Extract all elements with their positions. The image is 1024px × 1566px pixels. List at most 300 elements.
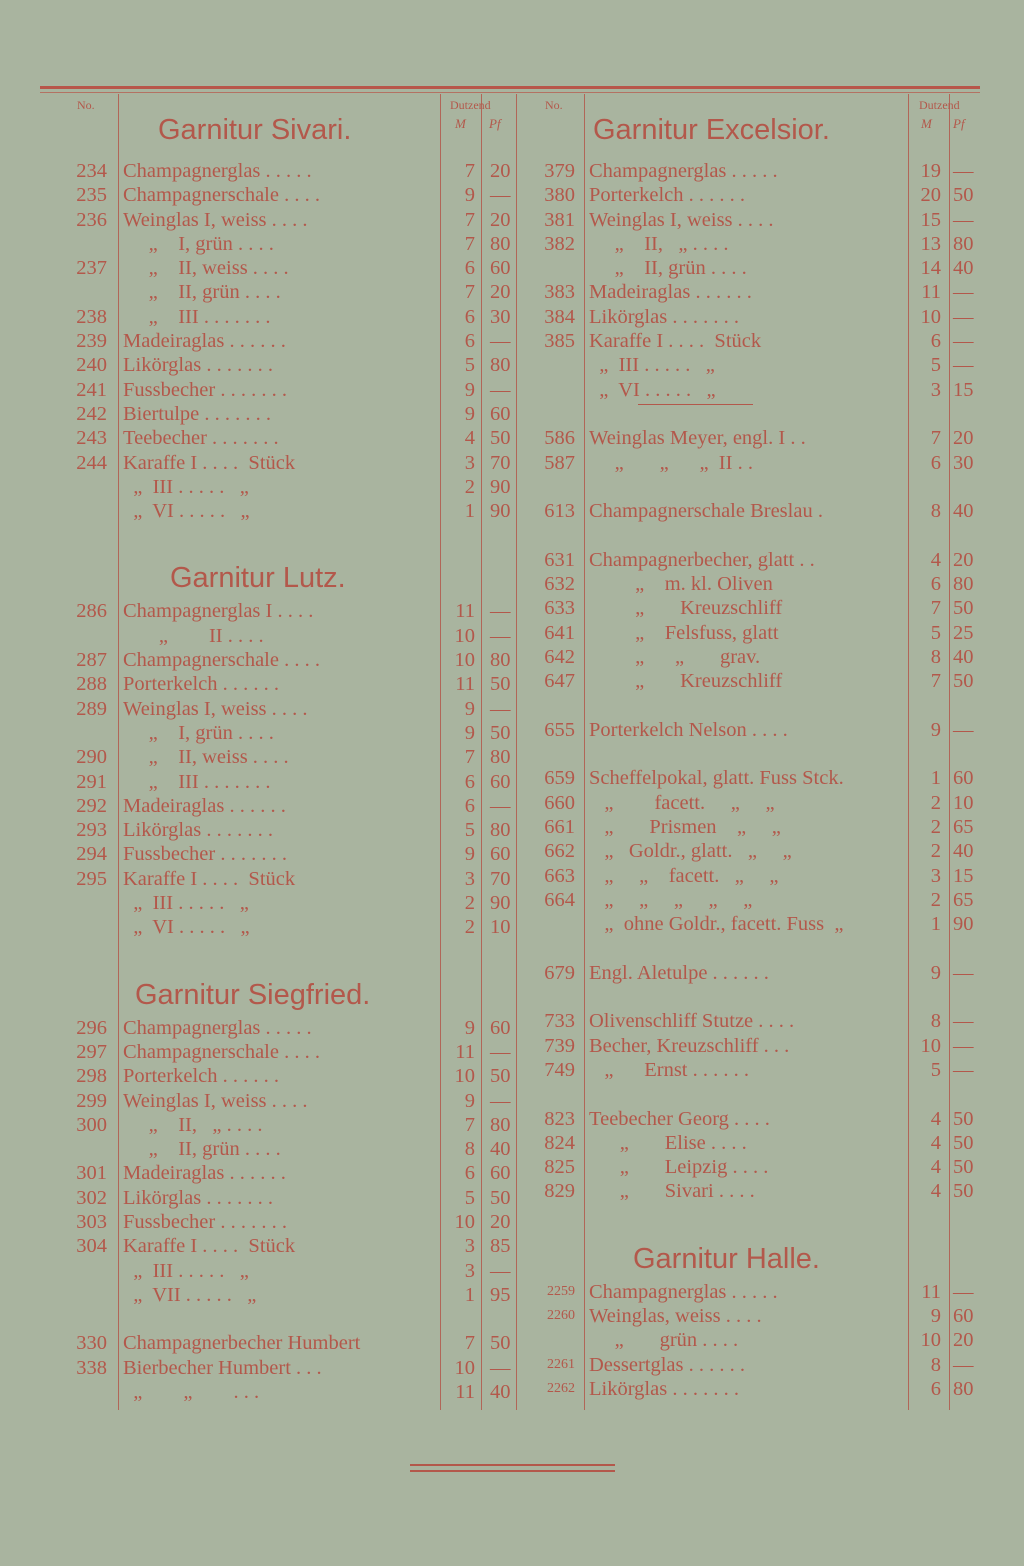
price-mark: 5 <box>930 621 941 644</box>
table-row <box>533 329 993 353</box>
price-pfennig: — <box>953 305 974 328</box>
price-mark: 5 <box>930 354 941 377</box>
table-row <box>533 1280 993 1304</box>
price-pfennig: 70 <box>490 451 511 474</box>
item-number: 384 <box>544 305 575 328</box>
dozen-label: Dutzend <box>450 98 491 112</box>
item-number: 825 <box>544 1156 575 1179</box>
item-number: 379 <box>544 160 575 182</box>
price-pfennig: 80 <box>490 819 511 842</box>
item-number: 303 <box>76 1210 107 1233</box>
item-description: „ Goldr., glatt. „ „ <box>589 840 792 863</box>
item-number: 243 <box>76 427 107 450</box>
item-description: „ III . . . . . „ <box>123 892 249 915</box>
table-row <box>65 499 525 523</box>
price-pfennig: 50 <box>490 673 511 696</box>
item-number: 298 <box>76 1065 107 1088</box>
price-pfennig: 80 <box>953 1377 974 1400</box>
table-row <box>65 402 525 426</box>
price-pfennig: — <box>490 600 511 623</box>
table-row <box>65 1016 525 1040</box>
item-description: „ I, grün . . . . <box>123 721 274 744</box>
item-description: „ II, „ . . . . <box>589 232 729 255</box>
table-row <box>533 499 993 523</box>
price-mark: 9 <box>930 718 941 741</box>
item-description: „ grün . . . . <box>589 1329 739 1352</box>
price-pfennig: — <box>953 961 974 984</box>
price-pfennig: — <box>953 208 974 231</box>
item-number: 824 <box>544 1131 575 1154</box>
table-row <box>65 697 525 721</box>
price-mark: 15 <box>920 208 941 231</box>
item-number: 2260 <box>547 1308 575 1324</box>
price-pfennig: 60 <box>490 402 511 425</box>
price-pfennig: — <box>953 1010 974 1033</box>
table-row <box>65 159 525 183</box>
price-mark: 4 <box>930 1131 941 1154</box>
item-description: Teebecher Georg . . . . <box>589 1107 770 1130</box>
table-row <box>65 842 525 866</box>
item-number: 663 <box>544 864 575 887</box>
item-description: Champagnerschale . . . . <box>123 184 320 207</box>
table-row <box>533 232 993 256</box>
table-row <box>65 818 525 842</box>
item-description: Fussbecher . . . . . . . <box>123 1210 287 1233</box>
price-pfennig: — <box>490 1089 511 1112</box>
table-row <box>65 1210 525 1234</box>
price-pfennig: 80 <box>953 232 974 255</box>
item-description: Karaffe I . . . . Stück <box>589 330 762 353</box>
item-number: 293 <box>76 819 107 842</box>
price-pfennig: 80 <box>490 232 511 255</box>
spacer <box>533 694 993 718</box>
top-rule <box>40 86 980 89</box>
item-number: 631 <box>544 548 575 571</box>
item-number: 288 <box>76 673 107 696</box>
price-mark: 2 <box>464 475 475 498</box>
dozen-label: Dutzend <box>919 98 960 112</box>
item-description: „ „ „ II . . <box>589 451 753 474</box>
price-mark: 10 <box>454 1356 475 1379</box>
item-description: Weinglas I, weiss . . . . <box>589 208 774 231</box>
table-row <box>533 353 993 377</box>
price-pfennig: 20 <box>953 427 974 450</box>
table-row <box>65 648 525 672</box>
price-mark: 3 <box>464 451 475 474</box>
item-number: 2259 <box>547 1283 575 1299</box>
table-row <box>65 624 525 648</box>
item-number: 381 <box>544 208 575 231</box>
item-description: Weinglas, weiss . . . . <box>589 1305 762 1328</box>
item-description: Scheffelpokal, glatt. Fuss Stck. <box>589 767 844 790</box>
table-row <box>533 305 993 329</box>
price-pfennig: 50 <box>953 1107 974 1130</box>
price-pfennig: 30 <box>490 305 511 328</box>
item-description: Weinglas I, weiss . . . . <box>123 697 308 720</box>
table-row <box>65 1161 525 1185</box>
table-row <box>533 864 993 888</box>
item-description: „ ohne Goldr., facett. Fuss „ <box>589 913 844 936</box>
table-row <box>533 183 993 207</box>
section-heading <box>65 523 525 599</box>
item-description: Porterkelch Nelson . . . . <box>589 718 788 741</box>
price-mark: 7 <box>930 427 941 450</box>
item-description: Teebecher . . . . . . . <box>123 427 279 450</box>
item-description: Champagnerschale . . . . <box>123 649 320 672</box>
table-row <box>533 256 993 280</box>
table-row <box>65 305 525 329</box>
left-column <box>65 94 525 1404</box>
table-row <box>533 961 993 985</box>
item-description: Olivenschliff Stutze . . . . <box>589 1010 795 1033</box>
spacer <box>533 1082 993 1106</box>
item-number: 2261 <box>547 1356 575 1372</box>
price-pfennig: 50 <box>953 184 974 207</box>
item-description: „ VI . . . . . „ <box>123 916 250 939</box>
section-title: Garnitur Halle. <box>633 1242 820 1275</box>
item-description: Madeiraglas . . . . . . <box>123 1162 286 1185</box>
table-row <box>533 621 993 645</box>
item-number: 633 <box>544 597 575 620</box>
item-description: Karaffe I . . . . Stück <box>123 1235 296 1258</box>
item-number: 241 <box>76 378 107 401</box>
item-number: 238 <box>76 305 107 328</box>
item-number: 291 <box>76 770 107 793</box>
section-heading <box>65 940 525 1016</box>
right-header <box>533 94 993 159</box>
price-mark: 11 <box>921 281 941 304</box>
price-pfennig: 65 <box>953 888 974 911</box>
price-pfennig: 90 <box>490 475 511 498</box>
table-row <box>533 718 993 742</box>
price-mark: 9 <box>464 1089 475 1112</box>
table-row <box>533 596 993 620</box>
table-row <box>65 426 525 450</box>
price-pfennig: 60 <box>490 1016 511 1039</box>
item-description: „ Kreuzschliff <box>589 597 783 620</box>
item-number: 733 <box>544 1010 575 1033</box>
price-mark: 2 <box>464 892 475 915</box>
price-mark: 11 <box>455 1040 475 1063</box>
price-pfennig: 80 <box>490 1113 511 1136</box>
price-pfennig: 50 <box>490 721 511 744</box>
table-row <box>65 183 525 207</box>
price-pfennig: — <box>490 624 511 647</box>
item-description: Bierbecher Humbert . . . <box>123 1356 322 1379</box>
price-pfennig: 40 <box>953 500 974 523</box>
item-number: 300 <box>76 1113 107 1136</box>
table-row <box>65 599 525 623</box>
price-pfennig: 85 <box>490 1235 511 1258</box>
no-label: No. <box>545 98 563 112</box>
spacer <box>533 937 993 961</box>
price-pfennig: — <box>953 160 974 182</box>
price-pfennig: 60 <box>490 1162 511 1185</box>
price-pfennig: — <box>490 1259 511 1282</box>
item-description: Champagnerschale . . . . <box>123 1040 320 1063</box>
price-mark: 3 <box>464 867 475 890</box>
price-pfennig: 40 <box>953 645 974 668</box>
item-description: Madeiraglas . . . . . . <box>589 281 752 304</box>
table-row <box>533 451 993 475</box>
item-description: „ VII . . . . . „ <box>123 1283 257 1306</box>
item-number: 739 <box>544 1034 575 1057</box>
item-number: 659 <box>544 767 575 790</box>
item-number: 304 <box>76 1235 107 1258</box>
price-mark: 7 <box>464 208 475 231</box>
item-description: „ III . . . . . „ <box>123 475 249 498</box>
item-number: 641 <box>544 621 575 644</box>
price-pfennig: — <box>953 1058 974 1081</box>
table-row <box>65 280 525 304</box>
table-row <box>533 1131 993 1155</box>
price-mark: 4 <box>930 1107 941 1130</box>
table-row <box>65 1234 525 1258</box>
spacer <box>533 742 993 766</box>
price-mark: 7 <box>464 281 475 304</box>
item-number: 587 <box>544 451 575 474</box>
mark-label: M <box>455 116 466 131</box>
section-title: Garnitur Excelsior. <box>593 114 830 146</box>
table-row <box>65 208 525 232</box>
item-number: 661 <box>544 816 575 839</box>
price-pfennig: — <box>490 378 511 401</box>
divider-line <box>638 404 753 405</box>
price-pfennig: 40 <box>953 840 974 863</box>
item-description: Champagnerglas . . . . . <box>123 160 312 182</box>
price-mark: 14 <box>920 257 941 280</box>
price-mark: 8 <box>930 500 941 523</box>
price-mark: 10 <box>920 1329 941 1352</box>
price-mark: 10 <box>454 1065 475 1088</box>
price-pfennig: 50 <box>953 597 974 620</box>
price-mark: 5 <box>464 819 475 842</box>
item-number: 287 <box>76 649 107 672</box>
price-mark: 8 <box>930 1353 941 1376</box>
item-number: 289 <box>76 697 107 720</box>
item-description: „ III . . . . . „ <box>589 354 715 377</box>
price-mark: 9 <box>464 697 475 720</box>
item-description: Champagnerglas . . . . . <box>123 1016 312 1039</box>
price-mark: 4 <box>930 1156 941 1179</box>
item-description: „ I, grün . . . . <box>123 232 274 255</box>
price-pfennig: — <box>953 1280 974 1303</box>
item-description: „ facett. „ „ <box>589 791 775 814</box>
item-number: 632 <box>544 573 575 596</box>
item-description: Biertulpe . . . . . . . <box>123 402 272 425</box>
price-pfennig: 90 <box>490 892 511 915</box>
item-description: „ m. kl. Oliven <box>589 573 773 596</box>
item-description: Madeiraglas . . . . . . <box>123 330 286 353</box>
price-pfennig: — <box>953 354 974 377</box>
price-pfennig: 80 <box>490 649 511 672</box>
item-number: 642 <box>544 645 575 668</box>
price-mark: 6 <box>930 451 941 474</box>
price-pfennig: 60 <box>490 843 511 866</box>
price-mark: 3 <box>464 1235 475 1258</box>
price-pfennig: 60 <box>953 1305 974 1328</box>
price-pfennig: 95 <box>490 1283 511 1306</box>
section-title: Garnitur Sivari. <box>158 114 352 146</box>
table-row <box>65 1356 525 1380</box>
table-row <box>65 721 525 745</box>
table-row <box>533 1304 993 1328</box>
item-description: Engl. Aletulpe . . . . . . <box>589 961 769 984</box>
item-number: 383 <box>544 281 575 304</box>
price-mark: 9 <box>464 402 475 425</box>
price-pfennig: 40 <box>953 257 974 280</box>
price-pfennig: 30 <box>953 451 974 474</box>
table-row <box>65 378 525 402</box>
table-row <box>533 378 993 402</box>
table-row <box>533 1179 993 1203</box>
item-number: 296 <box>76 1016 107 1039</box>
price-mark: 10 <box>454 1210 475 1233</box>
table-row <box>65 867 525 891</box>
price-mark: 6 <box>930 573 941 596</box>
mark-label: M <box>921 116 932 131</box>
table-row <box>533 1353 993 1377</box>
price-pfennig: 65 <box>953 816 974 839</box>
table-row <box>533 766 993 790</box>
price-pfennig: 25 <box>953 621 974 644</box>
item-number: 655 <box>544 718 575 741</box>
item-number: 823 <box>544 1107 575 1130</box>
price-pfennig: 20 <box>490 1210 511 1233</box>
pfennig-label: Pf <box>489 116 501 131</box>
item-description: Likörglas . . . . . . . <box>589 1377 739 1400</box>
item-number: 2262 <box>547 1380 575 1396</box>
table-row <box>533 839 993 863</box>
table-row <box>533 1034 993 1058</box>
table-row <box>533 159 993 183</box>
table-row <box>65 891 525 915</box>
price-mark: 7 <box>464 160 475 182</box>
item-description: „ II, weiss . . . . <box>123 257 289 280</box>
item-description: „ Kreuzschliff <box>589 670 783 693</box>
price-pfennig: 80 <box>490 746 511 769</box>
item-description: „ Leipzig . . . . <box>589 1156 769 1179</box>
table-row <box>65 1283 525 1307</box>
table-row <box>65 329 525 353</box>
price-mark: 9 <box>464 1016 475 1039</box>
price-mark: 9 <box>930 1305 941 1328</box>
item-number: 239 <box>76 330 107 353</box>
table-row <box>533 208 993 232</box>
price-pfennig: 50 <box>953 1131 974 1154</box>
table-row <box>65 1089 525 1113</box>
table-row <box>533 791 993 815</box>
price-mark: 7 <box>464 746 475 769</box>
item-description: Likörglas . . . . . . . <box>123 819 273 842</box>
item-description: „ II, „ . . . . <box>123 1113 263 1136</box>
table-row <box>533 572 993 596</box>
price-pfennig: 15 <box>953 378 974 401</box>
table-row <box>533 280 993 304</box>
item-number: 240 <box>76 354 107 377</box>
price-pfennig: 20 <box>953 1329 974 1352</box>
price-pfennig: — <box>490 330 511 353</box>
price-mark: 9 <box>464 378 475 401</box>
item-description: Champagnerglas . . . . . <box>589 160 778 182</box>
item-description: Likörglas . . . . . . . <box>589 305 739 328</box>
section-heading <box>533 1204 993 1280</box>
price-mark: 6 <box>464 794 475 817</box>
price-pfennig: 90 <box>490 500 511 523</box>
item-description: „ III . . . . . „ <box>123 1259 249 1282</box>
table-row <box>533 426 993 450</box>
item-number: 380 <box>544 184 575 207</box>
item-number: 829 <box>544 1180 575 1203</box>
pfennig-label: Pf <box>953 116 965 131</box>
table-row <box>65 915 525 939</box>
price-mark: 20 <box>920 184 941 207</box>
table-row <box>533 1009 993 1033</box>
table-row <box>533 1155 993 1179</box>
price-pfennig: — <box>490 1040 511 1063</box>
table-row <box>65 1137 525 1161</box>
right-column <box>533 94 993 1401</box>
table-row <box>65 1113 525 1137</box>
price-mark: 1 <box>464 1283 475 1306</box>
price-mark: 2 <box>930 791 941 814</box>
table-row <box>65 1186 525 1210</box>
price-mark: 11 <box>455 1381 475 1404</box>
section-title: Garnitur Siegfried. <box>135 978 371 1011</box>
item-number: 586 <box>544 427 575 450</box>
table-row <box>65 475 525 499</box>
price-mark: 6 <box>930 330 941 353</box>
item-number: 338 <box>76 1356 107 1379</box>
item-description: Porterkelch . . . . . . <box>123 1065 279 1088</box>
price-mark: 9 <box>930 961 941 984</box>
item-description: Madeiraglas . . . . . . <box>123 794 286 817</box>
price-pfennig: 70 <box>490 867 511 890</box>
price-pfennig: 50 <box>490 1332 511 1355</box>
price-mark: 8 <box>930 1010 941 1033</box>
item-description: Porterkelch . . . . . . <box>123 673 279 696</box>
item-description: „ „ facett. „ „ <box>589 864 779 887</box>
price-pfennig: 50 <box>490 1186 511 1209</box>
item-description: Champagnerglas I . . . . <box>123 600 314 623</box>
price-mark: 1 <box>930 913 941 936</box>
price-pfennig: 60 <box>490 257 511 280</box>
item-number: 236 <box>76 208 107 231</box>
table-row <box>533 645 993 669</box>
table-row <box>65 1380 525 1404</box>
price-mark: 8 <box>464 1138 475 1161</box>
spacer <box>533 475 993 499</box>
price-mark: 6 <box>464 257 475 280</box>
item-number: 237 <box>76 257 107 280</box>
item-description: Weinglas I, weiss . . . . <box>123 1089 308 1112</box>
price-mark: 6 <box>464 770 475 793</box>
price-pfennig: 20 <box>953 548 974 571</box>
item-description: „ Sivari . . . . <box>589 1180 755 1203</box>
price-mark: 2 <box>930 816 941 839</box>
price-pfennig: — <box>490 184 511 207</box>
price-mark: 19 <box>920 160 941 182</box>
item-description: „ Elise . . . . <box>589 1131 747 1154</box>
price-mark: 9 <box>464 843 475 866</box>
item-number: 664 <box>544 888 575 911</box>
bottom-rule <box>410 1470 615 1472</box>
price-pfennig: 10 <box>953 791 974 814</box>
item-description: „ „ . . . <box>123 1381 260 1404</box>
price-mark: 9 <box>464 184 475 207</box>
item-description: Karaffe I . . . . Stück <box>123 867 296 890</box>
item-number: 295 <box>76 867 107 890</box>
